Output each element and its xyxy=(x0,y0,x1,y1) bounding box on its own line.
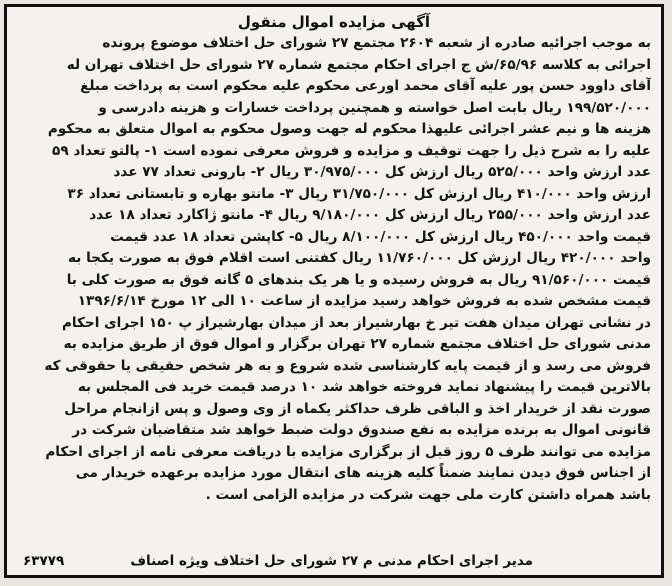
body-line: عدد ارزش واحد ۲۵۵/۰۰۰ ریال ارزش کل ۹/۱۸۰/۰۰۰ ریال ۴- مانتو ژاکارد تعداد ۱۸ عدد xyxy=(89,207,651,223)
body-line: واحد ۴۲۰/۰۰۰ ریال ارزش کل ۱۱/۷۶۰/۰۰۰ ریال کفتنی است اقلام فوق به صورت یکجا به xyxy=(68,250,651,266)
body-line: به موجب اجرائیه صادره از شعبه ۲۶۰۴ مجتمع ۲۷ شورای حل اختلاف موضوع پرونده xyxy=(102,35,651,51)
body-line: قیمت ۹۱/۵۶۰/۰۰۰ ریال به فروش رسیده و یا هر یک بندهای ۵ گانه فوق به صورت کلی با xyxy=(66,271,651,288)
body-line: بالاترین قیمت را پیشنهاد نماید فروخته خواهد شد ۱۰ درصد قیمت خرید فی المجلس به xyxy=(77,379,651,395)
body-line: قیمت مشخص شده به فروش خواهد رسید مزایده از ساعت ۱۰ الی ۱۲ مورخ ۱۳۹۶/۶/۱۴ xyxy=(77,293,651,309)
body-line: مزایده می توانند ظرف ۵ روز قبل از برگزاری مزایده با دریافت معرفی نامه از اجرای احکام xyxy=(45,443,651,460)
notice-code: ۶۳۷۷۹ xyxy=(23,553,65,569)
body-line: قیمت واحد ۴۵۰/۰۰۰ ریال ارزش کل ۸/۱۰۰/۰۰۰ ریال ۵- کاپشن تعداد ۱۸ عدد قیمت xyxy=(110,228,651,245)
body-line: اجرائی به کلاسه ۶۵/۹۶/ش ج اجرای احکام مجتمع شماره ۲۷ شورای حل اختلاف تهران له xyxy=(66,56,651,73)
body-line: باشد همراه داشتن کارت ملی جهت شرکت در مزایده الزامی است . xyxy=(205,486,651,503)
body-line: هزینه ها و نیم عشر اجرائی علیهذا محکوم له جهت وصول محکوم به اموال متعلق به محکوم xyxy=(47,121,651,137)
body-line: مدنی شورای حل اختلاف مجتمع شماره ۲۷ تهران برگزار و اموال فوق از طریق مزایده به xyxy=(63,336,651,352)
body-line: آقای داوود حسن پور علیه آقای محمد اورعی محکوم علیه محکوم است به پرداخت مبلغ xyxy=(80,78,651,94)
body-line: قانونی اموال به برنده مزایده به نفع صندوق دولت ضبط خواهد شد متقاضیان شرکت در xyxy=(72,422,651,438)
body-line: صورت نقد از خریدار اخذ و الباقی ظرف حداکثر یکماه از وی وصول و پس ازانجام مراحل xyxy=(64,400,651,417)
notice-footer xyxy=(15,551,653,571)
body-line: عدد ارزش واحد ۵۲۵/۰۰۰ ریال ارزش کل ۳۰/۹۷۵/۰۰۰ ریال ۲- بارونی تعداد ۷۷ عدد xyxy=(113,164,651,180)
body-line: در نشانی تهران میدان هفت تیر خ بهارشیراز بعد از میدان بهارشیراز پ ۱۵۰ اجرای احکام xyxy=(61,314,651,331)
notice-title: آگهی مزایده اموال منقول xyxy=(237,13,431,31)
body-line: از اجناس فوق دیدن نمایند ضمناً کلیه هزینه های انتقال مورد مزایده برعهده خریدار می xyxy=(75,465,651,481)
signature: مدیر اجرای احکام مدنی م ۲۷ شورای حل اختلاف ویژه اصناف xyxy=(130,553,533,569)
auction-notice xyxy=(4,4,664,578)
notice-body xyxy=(7,33,661,506)
body-line: فروش می رسد و از قیمت پایه کارشناسی شده شروع و به هر شخص حقیقی یا حقوقی که xyxy=(44,357,651,374)
body-line: علیه را به شرح ذیل را جهت توقیف و مزایده و فروش معرفی نموده است ۱- پالتو تعداد ۵۹ xyxy=(52,142,651,159)
body-line: ۱۹۹/۵۲۰/۰۰۰ ریال بابت اصل خواسته و همچنین پرداخت خسارات و هزینه دادرسی و xyxy=(98,99,651,116)
body-line: ارزش واحد ۴۱۰/۰۰۰ ریال ارزش کل ۳۱/۷۵۰/۰۰۰ ریال ۳- مانتو بهاره و تابستانی تعداد ۳۶ xyxy=(67,185,651,202)
